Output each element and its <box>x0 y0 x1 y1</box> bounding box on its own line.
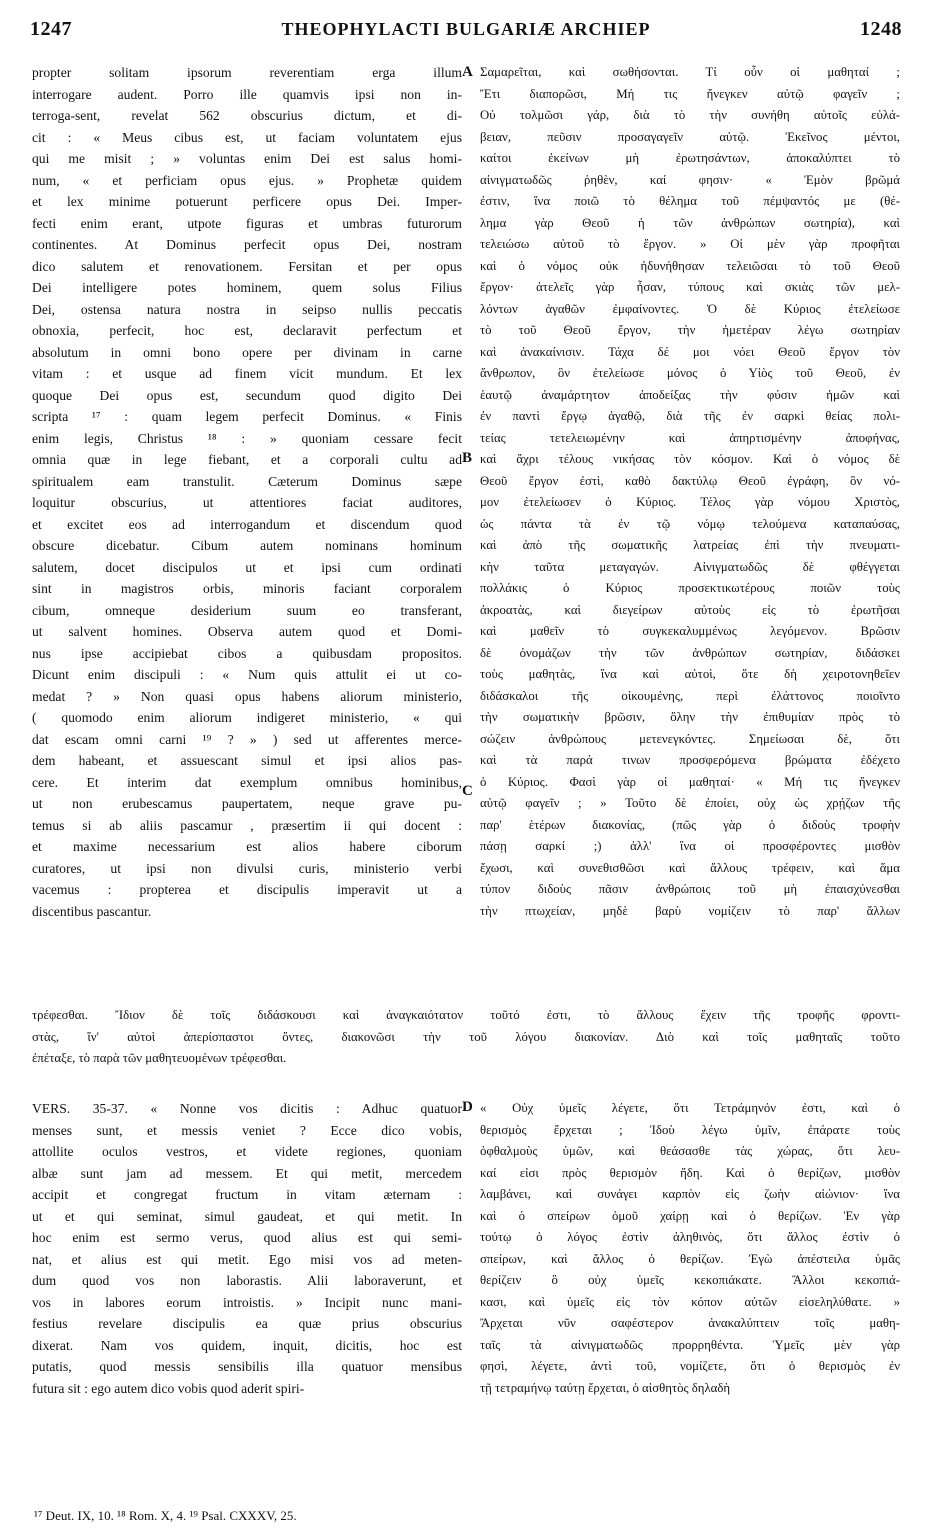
latin-text-line: dum quod vos non laborastis. Alii laboraverunt, et <box>32 1273 462 1288</box>
greek-text-line: βειαν, πεῦσιν προσαγαγεῖν αὐτῷ. Ἐκεῖνος μέντοι, <box>480 129 900 144</box>
latin-text-line: salutem, docet discipulos ut et ipsi cum ordinati <box>32 559 462 575</box>
greek-text-line: Ἔτι διαπορῶσι, Μή τις ἤνεγκεν αὐτῷ φαγεῖν ; <box>480 86 900 101</box>
latin-column-bottom <box>32 1098 462 1399</box>
latin-text-line: terroga-sent, revelat 562 obscurius dictum, et di- <box>32 108 462 123</box>
latin-text-line: enim legis, Christus ¹⁸ : » quoniam cessare fecit <box>32 430 462 446</box>
greek-column-bottom <box>480 1098 900 1399</box>
latin-text-line: omnia quæ in lege fiebant, et a corporali cultu ad <box>32 452 462 467</box>
left-page-number: 1247 <box>30 17 72 40</box>
greek-text-line: ὡς πάντα τὰ ἐν τῷ νόμῳ τελούμενα καταπαύσας, <box>480 516 900 531</box>
latin-text-line: cere. Et interim dat exemplum omnibus hominibus, <box>32 774 462 790</box>
greek-text-line: φησὶ, λέγετε, ἀντὶ τοῦ, νομίζετε, ὅτι ὁ θερισμὸς ἐν <box>480 1359 900 1373</box>
greek-text-line: ἐπέταξε, τὸ παρὰ τῶν μαθητευομένων τρέφεσθαι. <box>32 1051 287 1065</box>
margin-marker-c: C <box>462 783 473 799</box>
latin-column-top <box>32 62 462 922</box>
greek-text-line: ἑαυτῷ ἀναμάρτητον ἀποδείξας τὴν φύσιν ἡμῶν καὶ <box>480 387 900 402</box>
greek-text-line: πάσῃ σαρκί ;) ἀλλ' ἵνα οἱ προσφέροντες μισθὸν <box>480 839 900 853</box>
latin-text-line: ut et qui seminat, simul gaudeat, et qui metit. In <box>32 1208 462 1224</box>
latin-text-line: absolutum in omni bono opere per divinam in carne <box>32 344 462 360</box>
greek-text-line: τείας τετελειωμένην καὶ ἀπηρτισμένην ἀποφήνας, <box>480 430 900 445</box>
latin-text-line: et lex minime potuerunt perficere opus Dei. Imper- <box>32 194 462 209</box>
latin-text-line: hoc enim est sermo verus, quod alius est qui semi- <box>32 1230 462 1245</box>
greek-text-line: λόντων ἀγαθῶν ἐμφαίνοντες. Ὁ δὲ Κύριος ἐτελείωσε <box>480 301 900 316</box>
greek-text-line: Ἄρχεται νῦν σαφέστερον ἀνακαλύπτειν τοῖς μαθη- <box>480 1316 900 1330</box>
latin-text-line: vitam : et usque ad finem vicit mundum. Et lex <box>32 366 462 381</box>
latin-text-line: ut salvent homines. Observa autem quod et Domi- <box>32 624 462 639</box>
greek-text-line: καὶ ἀπὸ τῆς σωματικῆς λατρείας ἐπὶ τὴν πνευματι- <box>480 538 900 552</box>
latin-text-line: vos in labores eorum introistis. » Incipit nunc mani- <box>32 1294 462 1310</box>
greek-text-line: Οὐ τολμῶσι γάρ, διὰ τὸ τὴν συνήθη αὐτοῖς εὐλά- <box>480 108 900 122</box>
margin-marker-a: A <box>462 64 473 80</box>
latin-text-line: obnoxia, perfecit, hoc est, declaravit perfectum et <box>32 323 462 338</box>
greek-text-line: τὴν πτωχείαν, μηδὲ βαρὺ νομίζειν τὸ παρ' ἄλλων <box>480 903 900 918</box>
greek-text-line: καὶ τὰ παρά τινων προσφερόμενα βρώματα ἐδέχετο <box>480 753 900 767</box>
greek-text-line: διδάσκαλοι τῆς οἰκουμένης, περὶ ἐλάττονος ποιοῖντο <box>480 688 900 703</box>
greek-text-line: ἐν παντὶ ἔργῳ ἀγαθῷ, διὰ τῆς ἐν σαρκὶ θείας πολι- <box>480 409 900 423</box>
greek-text-line: τούτῳ ὁ λόγος ἐστὶν ἀληθινὸς, ὅτι ἄλλος ἐστὶν ὁ <box>480 1230 900 1244</box>
greek-text-line: ὀφθαλμοὺς ὑμῶν, καὶ θεάσασθε τὰς χώρας, ὅτι λευ- <box>480 1144 900 1158</box>
latin-text-line: curatores, ut ipsi non divulsi curis, ministerio verbi <box>32 860 462 876</box>
latin-text-line: accipit et congregat fructum in vitam æternam : <box>32 1187 462 1202</box>
latin-text-line: loquitur obscurius, ut attentiores faciat auditores, <box>32 495 462 510</box>
latin-text-line: dat escam omni carni ¹⁹ ? » ) sed ut afferentes merce- <box>32 731 462 747</box>
greek-text-line: καίτοι ἐκείνων μὴ ἐρωτησάντων, ἀποκαλύπτει τὸ <box>480 151 900 165</box>
greek-text-line: καί εἰσι πρὸς θερισμὸν ἤδη. Καὶ ὁ θερίζων, μισθὸν <box>480 1165 900 1180</box>
greek-text-line: καὶ ἀνακαίνισιν. Τάχα δέ μοι νόει Θεοῦ ἔργον τὸν <box>480 344 900 359</box>
latin-text-line: dixerat. Nam vos quidem, inquit, dicitis, hoc est <box>32 1337 462 1353</box>
greek-text-line: κασι, καὶ ὑμεῖς εἰς τὸν κόπον αὐτῶν εἰσεληλύθατε. » <box>480 1294 900 1309</box>
greek-text-line: ἀκροατὰς, καὶ διεγείρων αὐτοὺς εἰς τὸ ἐρωτῆσαι <box>480 602 900 617</box>
greek-text-line: δὲ ὀνομάζων τὴν τῶν ἀνθρώπων σωτηρίαν, διδάσκει <box>480 645 900 660</box>
greek-text-line: τῇ τετραμήνῳ ταύτῃ ἔρχεται, ὁ αἰσθητὸς δηλαδὴ <box>480 1380 731 1395</box>
latin-text-line: ( quomodo enim aliorum indigeret ministerio, « qui <box>32 710 462 725</box>
greek-text-line: τελειώσω αὐτοῦ τὸ ἔργον. » Οἱ μὲν γὰρ προφῆται <box>480 237 900 251</box>
latin-text-line: futura sit : ego autem dico vobis quod aderit spiri- <box>32 1380 305 1396</box>
latin-text-line: ut non erubescamus paupertatem, neque grave pu- <box>32 796 462 811</box>
greek-text-line: ταῖς τὰ αἰνιγματωδῶς προρρηθέντα. Ὑμεῖς μὲν γὰρ <box>480 1337 900 1352</box>
greek-text-line: καὶ μαθεῖν τὸ συγκεκαλυμμένως λεγόμενον. Βρῶσιν <box>480 624 900 638</box>
latin-text-line: quoque Dei opus est, secundum quod digito Dei <box>32 387 462 403</box>
greek-text-line: ἄνθρωπον, ὃν ἐτελείωσε μόνος ὁ Υἱὸς τοῦ Θεοῦ, ἐν <box>480 366 900 380</box>
footnotes: ¹⁷ Deut. IX, 10. ¹⁸ Rom. X, 4. ¹⁹ Psal. CXXXV, 25. <box>34 1508 297 1523</box>
latin-text-line: continentes. At Dominus perfecit opus Dei, nostram <box>32 237 462 252</box>
margin-marker-d: D <box>462 1099 473 1115</box>
greek-text-line: ἔργον· ἀτελεῖς γὰρ ἦσαν, τύπους καὶ σκιὰς τῶν μελ- <box>480 280 900 294</box>
greek-text-line: ἐστιν, ἵνα ποιῶ τὸ θέλημα τοῦ πέμψαντός με (θέ- <box>480 194 900 208</box>
latin-text-line: Dicunt enim discipuli : « Num quis attulit ei ut co- <box>32 667 462 682</box>
greek-text-line: τὴν σωματικὴν βρῶσιν, ὅλην τὴν ἐπιθυμίαν πρὸς τὸ <box>480 710 900 724</box>
latin-text-line: interrogare audent. Porro ille quamvis ipsi non in- <box>32 86 462 102</box>
greek-full-width-paragraph <box>32 1005 900 1070</box>
latin-text-line: putatis, quod messis sensibilis illa quatuor mensibus <box>32 1359 462 1374</box>
latin-text-line: et maxime necessarium est alios habere ciborum <box>32 839 462 854</box>
running-title: THEOPHYLACTI BULGARIÆ ARCHIEP <box>281 18 651 39</box>
latin-text-line: festius revelare discipulis ea quæ prius obscurius <box>32 1316 462 1331</box>
greek-text-line: « Οὐχ ὑμεῖς λέγετε, ὅτι Τετράμηνόν ἐστι, καὶ ὁ <box>480 1101 900 1115</box>
greek-column-top <box>480 62 900 922</box>
greek-text-line: καὶ ἄχρι τέλους νικήσας τὸν κόσμον. Καὶ ὁ νόμος δὲ <box>480 452 900 466</box>
latin-text-line: cibum, omneque desiderium suum eo transferant, <box>32 602 462 618</box>
greek-text-line: ἔχωσι, καὶ συνεθισθῶσι καὶ ἄλλους τρέφειν, καὶ ἅμα <box>480 860 900 875</box>
greek-text-line: καὶ ὁ σπείρων ὁμοῦ χαίρῃ καὶ ὁ θερίζων. Ἐν γὰρ <box>480 1208 900 1223</box>
greek-text-line: Θεοῦ ἔργον ἐστὶ, καθὸ δακτύλῳ Θεοῦ ἐγράφη, ὃν νό- <box>480 473 900 488</box>
greek-text-line: παρ' ἑτέρων διακονίας, (πῶς γὰρ ὁ διδοὺς τροφὴν <box>480 817 900 832</box>
latin-text-line: vacemus : propterea et discipulis imperavit ut a <box>32 882 462 897</box>
latin-text-line: num, « et perficiam opus ejus. » Prophetæ quidem <box>32 172 462 188</box>
greek-text-line: θερίζειν ὃ οὐχ ὑμεῖς κεκοπιάκατε. Ἄλλοι κεκοπιά- <box>480 1273 900 1287</box>
latin-text-line: fecti enim erant, utpote figuras et umbras futurorum <box>32 215 462 231</box>
latin-text-line: Dei, ostensa natura nostra in seipso nullis peccatis <box>32 301 462 317</box>
greek-text-line: πολλάκις ὁ Κύριος προσεκτικωτέρους ποιῶν τοὺς <box>480 581 900 595</box>
greek-text-line: αὐτῷ φαγεῖν ; » Τοῦτο δὲ ἐποίει, οὐχ ὡς χρῄζων τῆς <box>480 796 900 810</box>
greek-text-line: λημα γὰρ Θεοῦ ἡ τῶν ἀνθρώπων σωτηρία), καὶ <box>480 215 900 230</box>
greek-text-line: στὰς, ἵν' αὐτοὶ ἀπερίσπαστοι ὄντες, διακονῶσι τὴν τοῦ λόγου διακονίαν. Διὸ καὶ τοῖς μαθηταῖς τοῦτο <box>32 1029 900 1044</box>
latin-text-line: scripta ¹⁷ : quam legem perfecit Dominus. « Finis <box>32 409 462 424</box>
latin-text-line: dem habeant, et assuescant simul et ipsi alios pas- <box>32 753 462 768</box>
greek-text-line: σπείρων, καὶ ἄλλος ὁ θερίζων. Ἐγὼ ἀπέστειλα ὑμᾶς <box>480 1251 900 1266</box>
latin-text-line: spiritualem eam transtulit. Cæterum Dominus sæpe <box>32 473 462 489</box>
latin-text-line: dico salutem et renovationem. Fersitan et per opus <box>32 258 462 274</box>
greek-text-line: σώζειν ἀνθρώπους μετενεγκόντες. Σημείωσαι δὲ, ὅτι <box>480 731 900 746</box>
latin-text-line: VERS. 35-37. « Nonne vos dicitis : Adhuc quatuor <box>32 1101 462 1116</box>
latin-text-line: et excitet eos ad interrogandum et discendum quod <box>32 516 462 532</box>
latin-text-line: albæ sunt jam ad messem. Et qui metit, mercedem <box>32 1165 462 1181</box>
latin-text-line: qui me misit ; » voluntas enim Dei est salus homi- <box>32 151 462 166</box>
greek-text-line: τοὺς μαθητὰς, ἵνα καὶ αὐτοὶ, ὅτε δὴ χειροτονηθεῖεν <box>480 667 900 681</box>
latin-text-line: propter solitam ipsorum reverentiam erga illum <box>32 65 462 80</box>
margin-marker-b: B <box>462 450 473 466</box>
latin-text-line: medat ? » Non quasi opus habens aliorum ministerio, <box>32 688 462 704</box>
latin-text-line: menses sunt, et messis veniet ? Ecce dico vobis, <box>32 1122 462 1138</box>
latin-text-line: Dei intelligere potes hominem, quem solus Filius <box>32 280 462 295</box>
latin-text-line: attollite oculos vestros, et videte regiones, quoniam <box>32 1144 462 1159</box>
right-page-number: 1248 <box>860 17 902 40</box>
greek-text-line: τὸ τοῦ Θεοῦ ἔργον, τὴν ἡμετέραν λέγω σωτηρίαν <box>480 323 900 337</box>
greek-text-line: κὴν ταῦτα μεταγαγών. Αἰνιγματωδῶς δὲ φθέγγεται <box>480 559 900 574</box>
greek-text-line: λαμβάνει, καὶ συνάγει καρπὸν εἰς ζωὴν αἰώνιον· ἵνα <box>480 1187 900 1201</box>
greek-text-line: αἰνιγματωδῶς ῥηθὲν, καί φησιν· « Ἐμὸν βρῶμά <box>480 172 900 187</box>
greek-text-line: Σαμαρεῖται, καὶ σωθήσονται. Τί οὖν οἱ μαθηταί ; <box>480 65 900 79</box>
greek-text-line: τύπον διδοὺς πᾶσιν ἀνθρώποις τοῦ μὴ ἐπαισχύνεσθαι <box>480 882 900 896</box>
latin-text-line: cit : « Meus cibus est, ut faciam voluntatem ejus <box>32 129 462 145</box>
greek-text-line: θερισμὸς ἔρχεται ; Ἰδοὺ λέγω ὑμῖν, ἐπάρατε τοὺς <box>480 1122 900 1137</box>
greek-text-line: ὁ Κύριος. Φασὶ γὰρ οἱ μαθηταί· « Μή τις ἤνεγκεν <box>480 774 900 789</box>
page-header <box>30 14 902 44</box>
greek-text-line: καὶ ὁ νόμος οὐκ ἠδυνήθησαν τελειῶσαι τὸ τοῦ Θεοῦ <box>480 258 900 273</box>
latin-text-line: temus si ab aliis pascamur , præsertim ii qui docent : <box>32 817 462 833</box>
latin-text-line: obscure dicebatur. Cibum autem nominans hominum <box>32 538 462 553</box>
greek-text-line: τρέφεσθαι. Ἴδιον δὲ τοῖς διδάσκουσι καὶ ἀναγκαιότατον τοῦτό ἐστι, τὸ ἄλλους ἔχειν τῆς τροφῆς φροντι- <box>32 1008 900 1022</box>
latin-text-line: discentibus pascantur. <box>32 903 152 919</box>
latin-text-line: sint in magistros orbis, minoris faciant corporalem <box>32 581 462 596</box>
latin-text-line: nat, et alius est qui metit. Ego misi vos ad meten- <box>32 1251 462 1267</box>
greek-text-line: μον ἐτελείωσεν ὁ Κύριος. Τέλος γὰρ νόμου Χριστὸς, <box>480 495 900 509</box>
latin-text-line: nus ipse accipiebat cibos a quibusdam propositos. <box>32 645 462 661</box>
